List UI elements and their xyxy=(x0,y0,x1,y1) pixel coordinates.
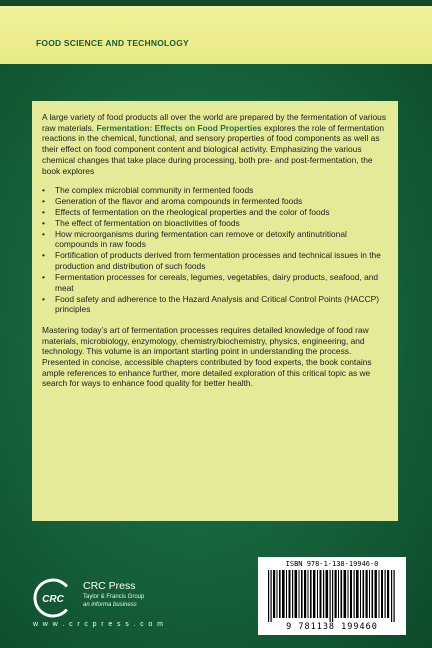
series-title: FOOD SCIENCE AND TECHNOLOGY xyxy=(36,38,189,48)
crc-logo-icon xyxy=(33,578,73,618)
list-item xyxy=(42,185,388,196)
list-item-text: Generation of the flavor and aroma compounds in fermented foods xyxy=(55,196,303,207)
list-item-text: Food safety and adherence to the Hazard Analysis and Critical Control Points (HACCP) principles xyxy=(55,293,379,315)
intro-text-before: A large variety of food products all over the world are prepared by the fermentation of various raw materials. xyxy=(42,112,387,133)
list-item-text: Fermentation processes for cereals, legumes, vegetables, dairy products, seafood, and meat xyxy=(55,271,379,293)
list-item xyxy=(42,207,388,218)
bullet-icon: • xyxy=(42,228,45,239)
bullet-icon: • xyxy=(42,217,45,228)
bullet-icon: • xyxy=(42,196,45,207)
barcode-number: 9 781138 199460 xyxy=(286,622,378,632)
crc-logo-text: CRC xyxy=(42,594,64,605)
topics-list xyxy=(42,185,388,315)
list-item-text: The effect of fermentation on bioactivities of foods xyxy=(55,217,240,228)
list-item xyxy=(42,250,388,271)
list-item xyxy=(42,229,388,250)
list-item xyxy=(42,294,388,315)
publisher-group: Taylor & Francis Group xyxy=(83,594,145,600)
bullet-icon: • xyxy=(42,271,45,282)
bullet-icon: • xyxy=(42,207,45,217)
intro-text-after: explores the role of fermentation reactions in the chemical, functional, and sensory properties of food components as well as their effect on food component content and biological activity. Emphasizing the various chemical changes that take place during processing, both pre- and post-fermentation, the book explores xyxy=(42,122,385,176)
closing-paragraph: Mastering today’s art of fermentation processes requires detailed knowledge of food raw materials, microbiology, enzymology, chemistry/biochemistry, physics, engineering, and technology. This volume is an important starting point in understanding the process. Presented in concise, accessible chapters contributed by food experts, the book contains ample references to enhance further, more detailed exploration of this critical topic as we search for ways to enhance food quality for better health. xyxy=(42,324,372,389)
list-item xyxy=(42,196,388,207)
list-item-text: Effects of fermentation on the rheological properties and the color of foods xyxy=(55,207,330,217)
bullet-icon: • xyxy=(42,293,45,304)
list-item-text: The complex microbial community in fermented foods xyxy=(55,185,254,196)
list-item xyxy=(42,218,388,229)
list-item xyxy=(42,272,388,293)
description-panel xyxy=(32,101,398,521)
publisher-url: w w w . c r c p r e s s . c o m xyxy=(33,621,165,628)
book-title: Fermentation: Effects on Food Properties xyxy=(96,122,262,133)
list-item-text: How microorganisms during fermentation can remove or detoxify antinutritional compounds in raw foods xyxy=(55,228,347,250)
isbn-label: ISBN 978-1-138-19946-0 xyxy=(285,560,379,568)
series-header xyxy=(0,6,432,64)
barcode xyxy=(258,557,406,635)
publisher-name: CRC Press xyxy=(83,580,136,592)
bullet-icon: • xyxy=(42,250,45,261)
intro-paragraph xyxy=(42,112,388,176)
bullet-icon: • xyxy=(42,185,45,196)
publisher-tagline: an informa business xyxy=(83,602,137,608)
list-item-text: Fortification of products derived from fermentation processes and technical issues in the production and distribution of such foods xyxy=(55,250,381,272)
barcode-bars xyxy=(268,570,396,622)
